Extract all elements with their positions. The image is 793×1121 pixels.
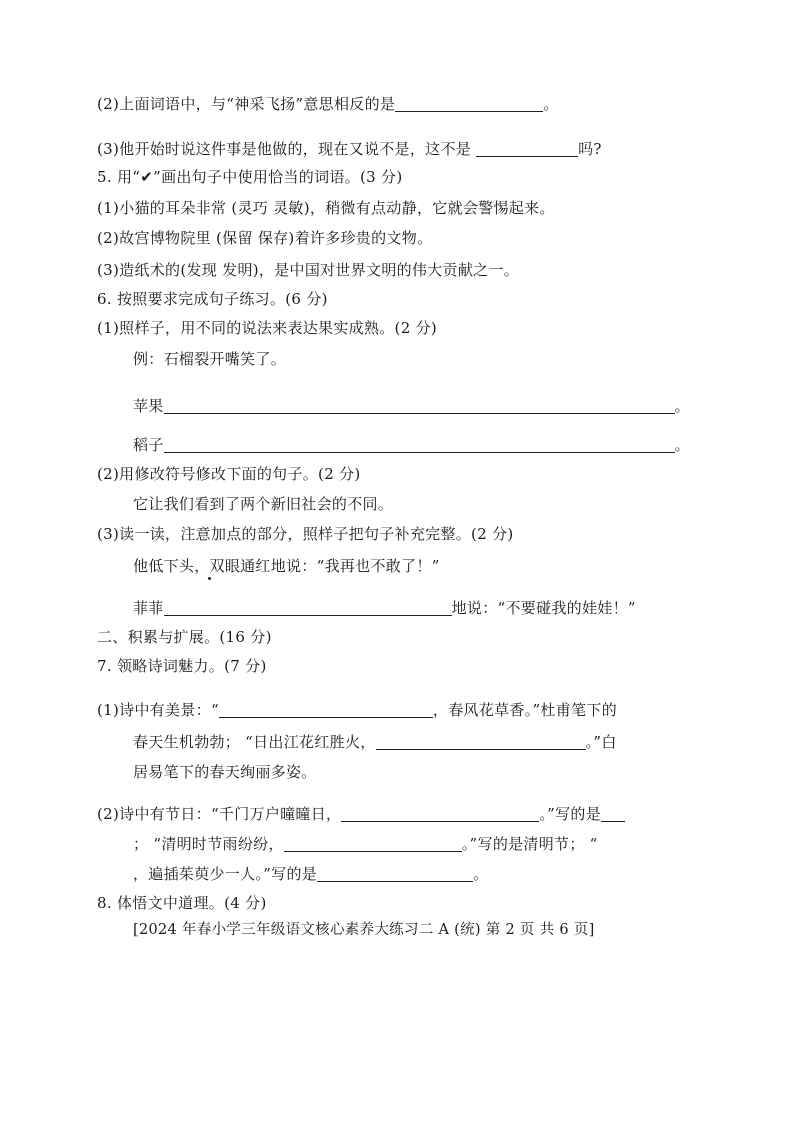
- answer-blank[interactable]: [164, 601, 452, 616]
- answer-blank[interactable]: [601, 807, 625, 822]
- q6-sub1-line-2: 稻子 。: [133, 436, 690, 454]
- q8-title: 8. 体悟文中道理。(4 分): [97, 894, 267, 912]
- q7-title: 7. 领略诗词魅力。(7 分): [97, 657, 267, 675]
- q5-item-1: (1)小猫的耳朵非常 (灵巧 灵敏)，稍微有点动静，它就会警惕起来。: [97, 199, 555, 217]
- q6-sub3-answer: 菲菲 地说：“不要碰我的娃娃！”: [133, 599, 636, 617]
- answer-blank[interactable]: [317, 867, 473, 882]
- answer-blank[interactable]: [376, 735, 586, 750]
- q7-sub1-line-1: (1)诗中有美景：“ ，春风花草香。”杜甫笔下的: [97, 701, 617, 719]
- q6-title: 6. 按照要求完成句子练习。(6 分): [97, 290, 328, 308]
- answer-blank[interactable]: [395, 97, 543, 112]
- q4-item-2: (2)上面词语中，与“神采飞扬”意思相反的是 。: [97, 95, 559, 113]
- q6-sub2-sentence: 它让我们看到了两个新旧社会的不同。: [133, 495, 394, 513]
- q5-title: 5. 用“✔”画出句子中使用恰当的词语。(3 分): [97, 168, 403, 186]
- page-footer: [2024 年春小学三年级语文核心素养大练习二 A (统) 第 2 页 共 6 页]: [133, 922, 595, 938]
- q6-sub2-title: (2)用修改符号修改下面的句子。(2 分): [97, 465, 361, 483]
- answer-blank[interactable]: [164, 399, 675, 414]
- q7-sub2-line-2: ； “清明时节雨纷纷， 。”写的是清明节； “: [133, 835, 598, 853]
- q6-sub1-example: 例：石榴裂开嘴笑了。: [133, 350, 287, 368]
- dotted-phrase: 低下头，双眼通红: [148, 557, 271, 575]
- answer-blank[interactable]: [476, 142, 578, 157]
- q5-item-3: (3)造纸术的(发现 发明)，是中国对世界文明的伟大贡献之一。: [97, 261, 520, 279]
- answer-blank[interactable]: [219, 703, 433, 718]
- q6-sub1-line-1: 苹果 。: [133, 397, 690, 415]
- q6-sub3-example: 他低下头，双眼通红地说：“我再也不敢了！”: [133, 557, 440, 575]
- answer-blank[interactable]: [164, 438, 675, 453]
- q5-item-2: (2)故宫博物院里 (保留 保存)着许多珍贵的文物。: [97, 229, 433, 247]
- q7-sub1-line-2: 春天生机勃勃； “日出江花红胜火， 。”白: [133, 733, 617, 751]
- answer-blank[interactable]: [284, 837, 462, 852]
- answer-blank[interactable]: [341, 807, 539, 822]
- q7-sub2-line-3: ，遍插茱萸少一人。”写的是 。: [133, 865, 489, 883]
- q7-sub1-line-3: 居易笔下的春天绚丽多姿。: [133, 763, 317, 781]
- q6-sub3-title: (3)读一读，注意加点的部分，照样子把句子补充完整。(2 分): [97, 525, 514, 543]
- q7-sub2-line-1: (2)诗中有节日：“千门万户曈曈日， 。”写的是: [97, 804, 625, 824]
- q4-item-3: (3)他开始时说这件事是他做的，现在又说不是，这不是 吗?: [97, 140, 602, 158]
- section-2-title: 二、积累与扩展。(16 分): [97, 628, 272, 646]
- q6-sub1-title: (1)照样子，用不同的说法来表达果实成熟。(2 分): [97, 319, 438, 337]
